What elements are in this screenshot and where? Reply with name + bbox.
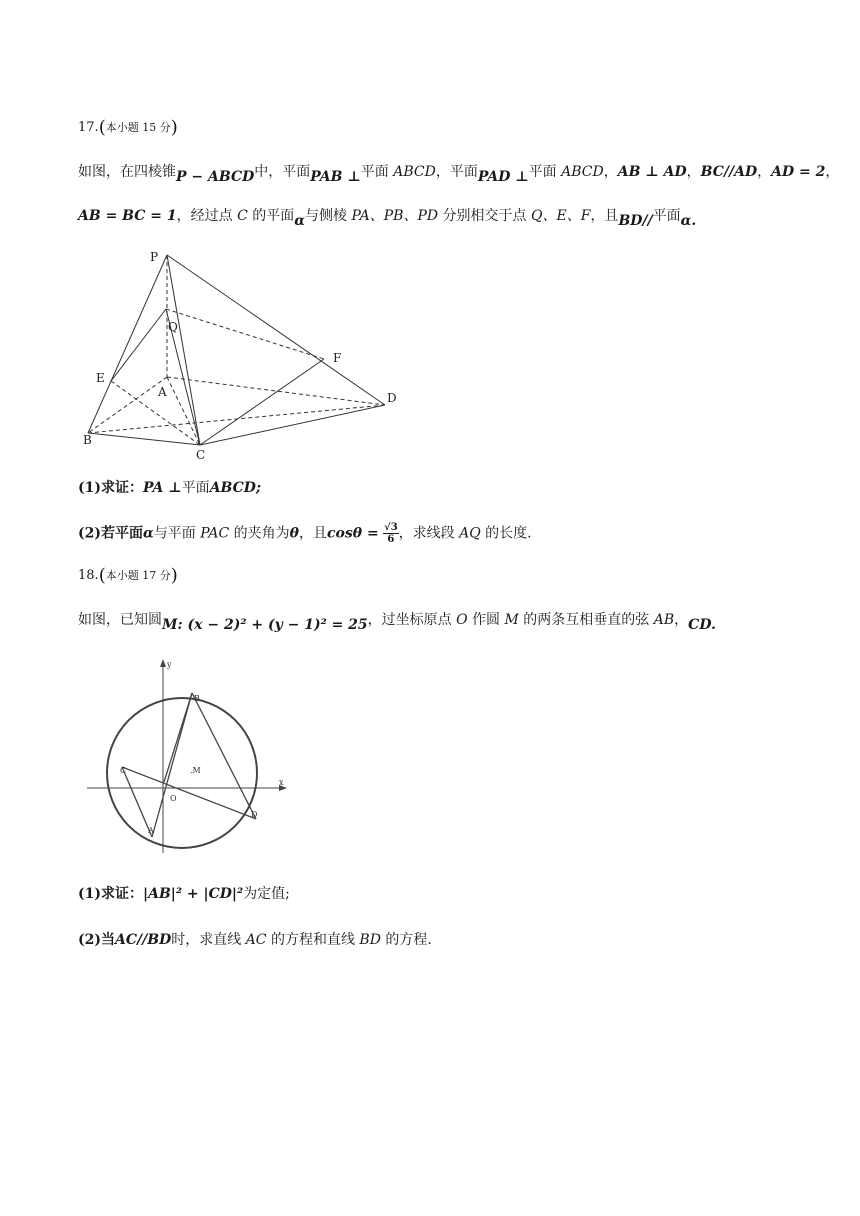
label-O: O xyxy=(170,794,177,803)
circle-M xyxy=(107,698,257,848)
edge-PD xyxy=(167,255,385,405)
q18-number: 18. xyxy=(78,568,99,583)
edge-CD xyxy=(200,405,385,445)
label-C: C xyxy=(196,448,206,462)
q18-part1: (1)求证：|AB|² + |CD|²为定值; xyxy=(78,886,290,902)
chord-CD xyxy=(122,767,256,819)
label-D: D xyxy=(387,391,397,405)
q17-header: 17.(本小题 15 分) xyxy=(78,117,178,138)
q18-part2: (2)当AC//BD时，求直线 AC 的方程和直线 BD 的方程. xyxy=(78,932,432,948)
q18-stem: 如图，已知圆M: (x − 2)² + (y − 1)² = 25，过坐标原点 O 作圆 M 的两条互相垂直的弦 AB，CD. xyxy=(78,612,716,633)
y-axis-arrow xyxy=(160,659,166,667)
q17-stem-line2: AB = BC = 1，经过点 C 的平面α与侧棱 PA、PB、PD 分别相交于点 Q、E、F，且BD//平面α. xyxy=(78,208,697,229)
q18-score: 本小题 17 分 xyxy=(105,569,171,582)
edge-PB xyxy=(88,255,167,433)
chord-AB xyxy=(152,693,192,837)
label-F: F xyxy=(333,351,342,365)
q17-part2: (2)若平面α与平面 PAC 的夹角为θ，且cosθ = $\frac{√3}{6}$ ，求线段 AQ 的长度. xyxy=(78,522,532,545)
label-D: D xyxy=(251,810,258,819)
segment-OB xyxy=(164,693,192,782)
edge-AD xyxy=(167,377,385,405)
label-M: .M xyxy=(190,766,201,775)
label-B: B xyxy=(83,433,92,447)
label-A: A xyxy=(148,826,154,835)
q17-part1: (1)求证：PA ⊥平面ABCD; xyxy=(78,480,262,496)
edge-AB xyxy=(88,377,167,433)
q18-header: 18.(本小题 17 分) xyxy=(78,565,178,586)
q17-cos-fraction: $\frac{√3}{6}$ xyxy=(384,522,398,545)
label-C: C xyxy=(120,766,127,775)
label-Q: Q xyxy=(168,320,178,334)
edge-BD xyxy=(88,405,385,433)
label-y: y xyxy=(167,660,172,669)
edge-QF xyxy=(166,309,324,359)
label-A: A xyxy=(158,385,167,399)
q17-score: 本小题 15 分 xyxy=(105,121,171,134)
label-E: E xyxy=(96,371,105,385)
edge-PC xyxy=(167,255,200,445)
edge-BC xyxy=(88,433,200,445)
q17-number: 17. xyxy=(78,120,99,135)
edge-AC xyxy=(167,377,200,445)
label-x: x xyxy=(279,778,284,787)
q17-stem-line1: 如图，在四棱锥P − ABCD中，平面PAB ⊥平面 ABCD，平面PAD ⊥平面 ABCD，AB ⊥ AD，BC//AD，AD = 2， xyxy=(78,164,840,185)
label-P: P xyxy=(150,250,159,264)
q17-pyramid-figure xyxy=(78,245,408,467)
q18-circle-figure xyxy=(84,655,294,855)
label-B: B xyxy=(194,694,200,703)
